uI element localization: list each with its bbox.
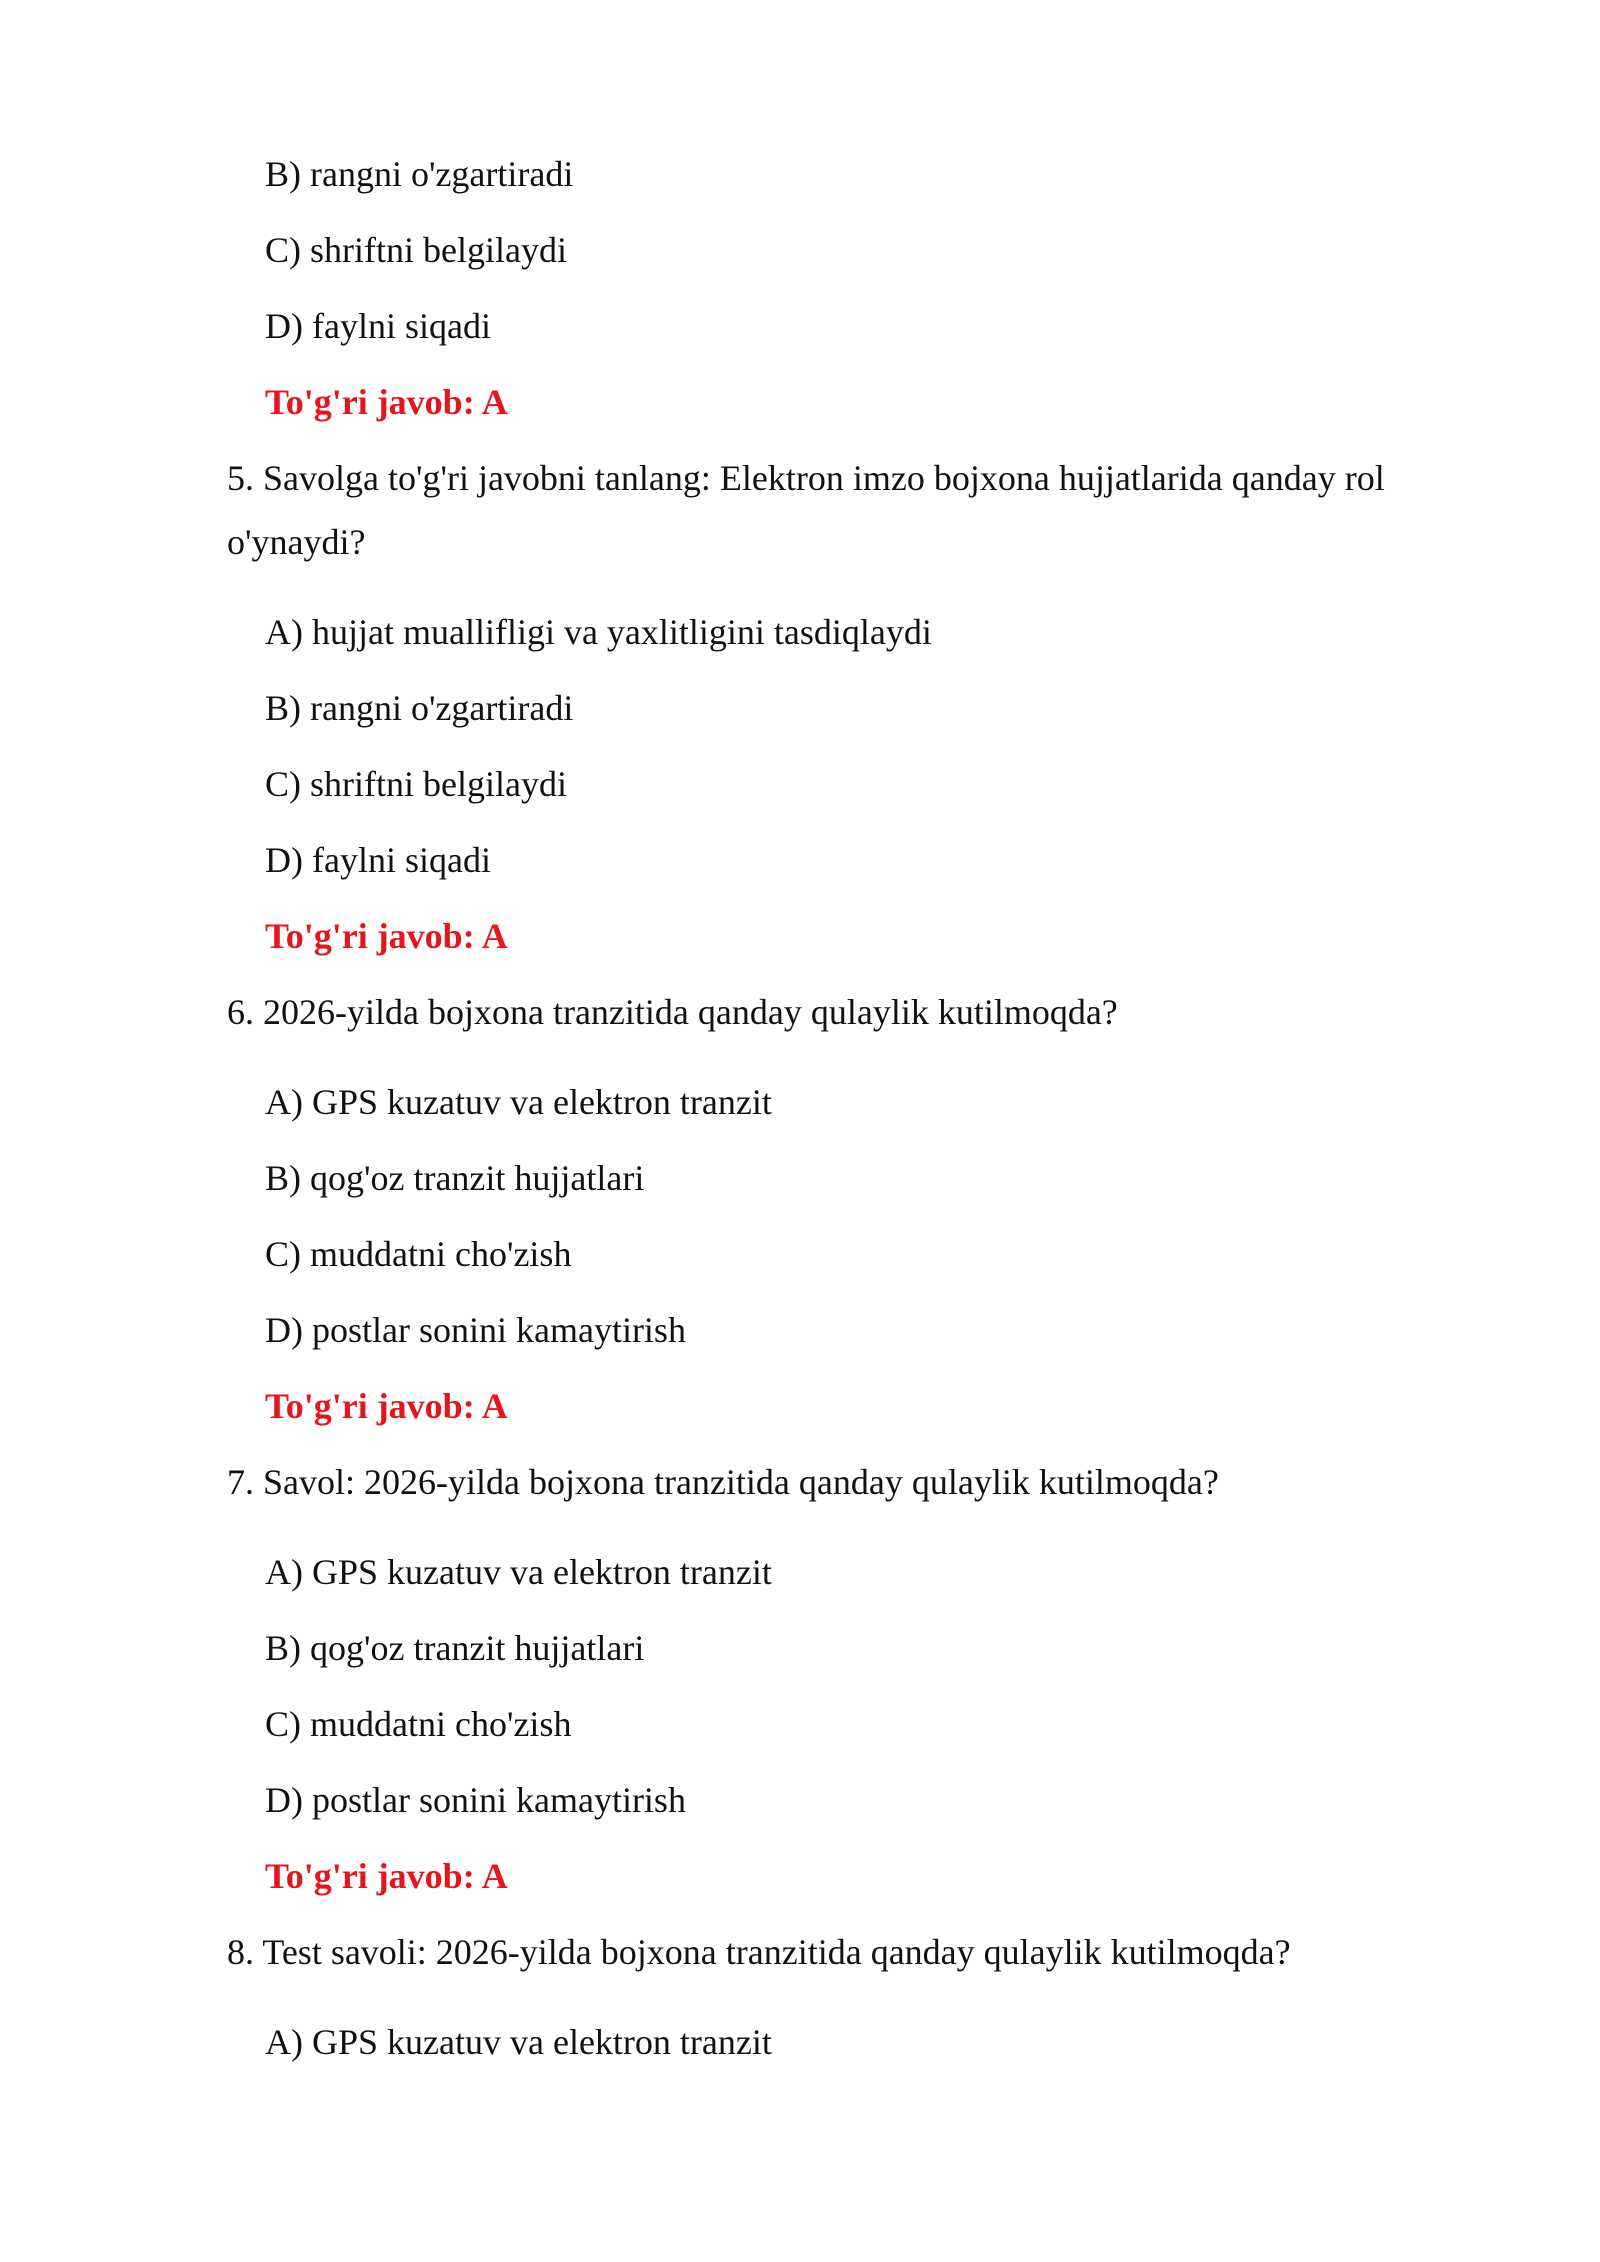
question-text-continued: o'ynaydi? bbox=[227, 522, 366, 562]
question-text: 5. Savolga to'g'ri javobni tanlang: Elektron imzo bojxona hujjatlarida qanday rol bbox=[227, 458, 1385, 498]
option-text: D) faylni siqadi bbox=[265, 306, 491, 346]
correct-answer: To'g'ri javob: A bbox=[265, 382, 508, 422]
option-text: B) rangni o'zgartiradi bbox=[265, 154, 574, 194]
option-text: D) faylni siqadi bbox=[265, 840, 491, 880]
option-text: D) postlar sonini kamaytirish bbox=[265, 1780, 686, 1820]
question-text: 6. 2026-yilda bojxona tranzitida qanday qulaylik kutilmoqda? bbox=[227, 992, 1118, 1032]
correct-answer: To'g'ri javob: A bbox=[265, 1386, 508, 1426]
question-text: 8. Test savoli: 2026-yilda bojxona tranzitida qanday qulaylik kutilmoqda? bbox=[227, 1932, 1291, 1972]
option-text: C) muddatni cho'zish bbox=[265, 1234, 572, 1274]
question-text: 7. Savol: 2026-yilda bojxona tranzitida qanday qulaylik kutilmoqda? bbox=[227, 1462, 1219, 1502]
option-text: C) shriftni belgilaydi bbox=[265, 230, 567, 270]
option-text: C) muddatni cho'zish bbox=[265, 1704, 572, 1744]
option-text: B) qog'oz tranzit hujjatlari bbox=[265, 1628, 645, 1668]
correct-answer: To'g'ri javob: A bbox=[265, 916, 508, 956]
option-text: B) rangni o'zgartiradi bbox=[265, 688, 574, 728]
correct-answer: To'g'ri javob: A bbox=[265, 1856, 508, 1896]
option-text: C) shriftni belgilaydi bbox=[265, 764, 567, 804]
option-text: A) GPS kuzatuv va elektron tranzit bbox=[265, 1082, 772, 1122]
option-text: A) GPS kuzatuv va elektron tranzit bbox=[265, 2022, 772, 2062]
option-text: B) qog'oz tranzit hujjatlari bbox=[265, 1158, 645, 1198]
option-text: A) GPS kuzatuv va elektron tranzit bbox=[265, 1552, 772, 1592]
option-text: D) postlar sonini kamaytirish bbox=[265, 1310, 686, 1350]
option-text: A) hujjat muallifligi va yaxlitligini tasdiqlaydi bbox=[265, 612, 932, 652]
